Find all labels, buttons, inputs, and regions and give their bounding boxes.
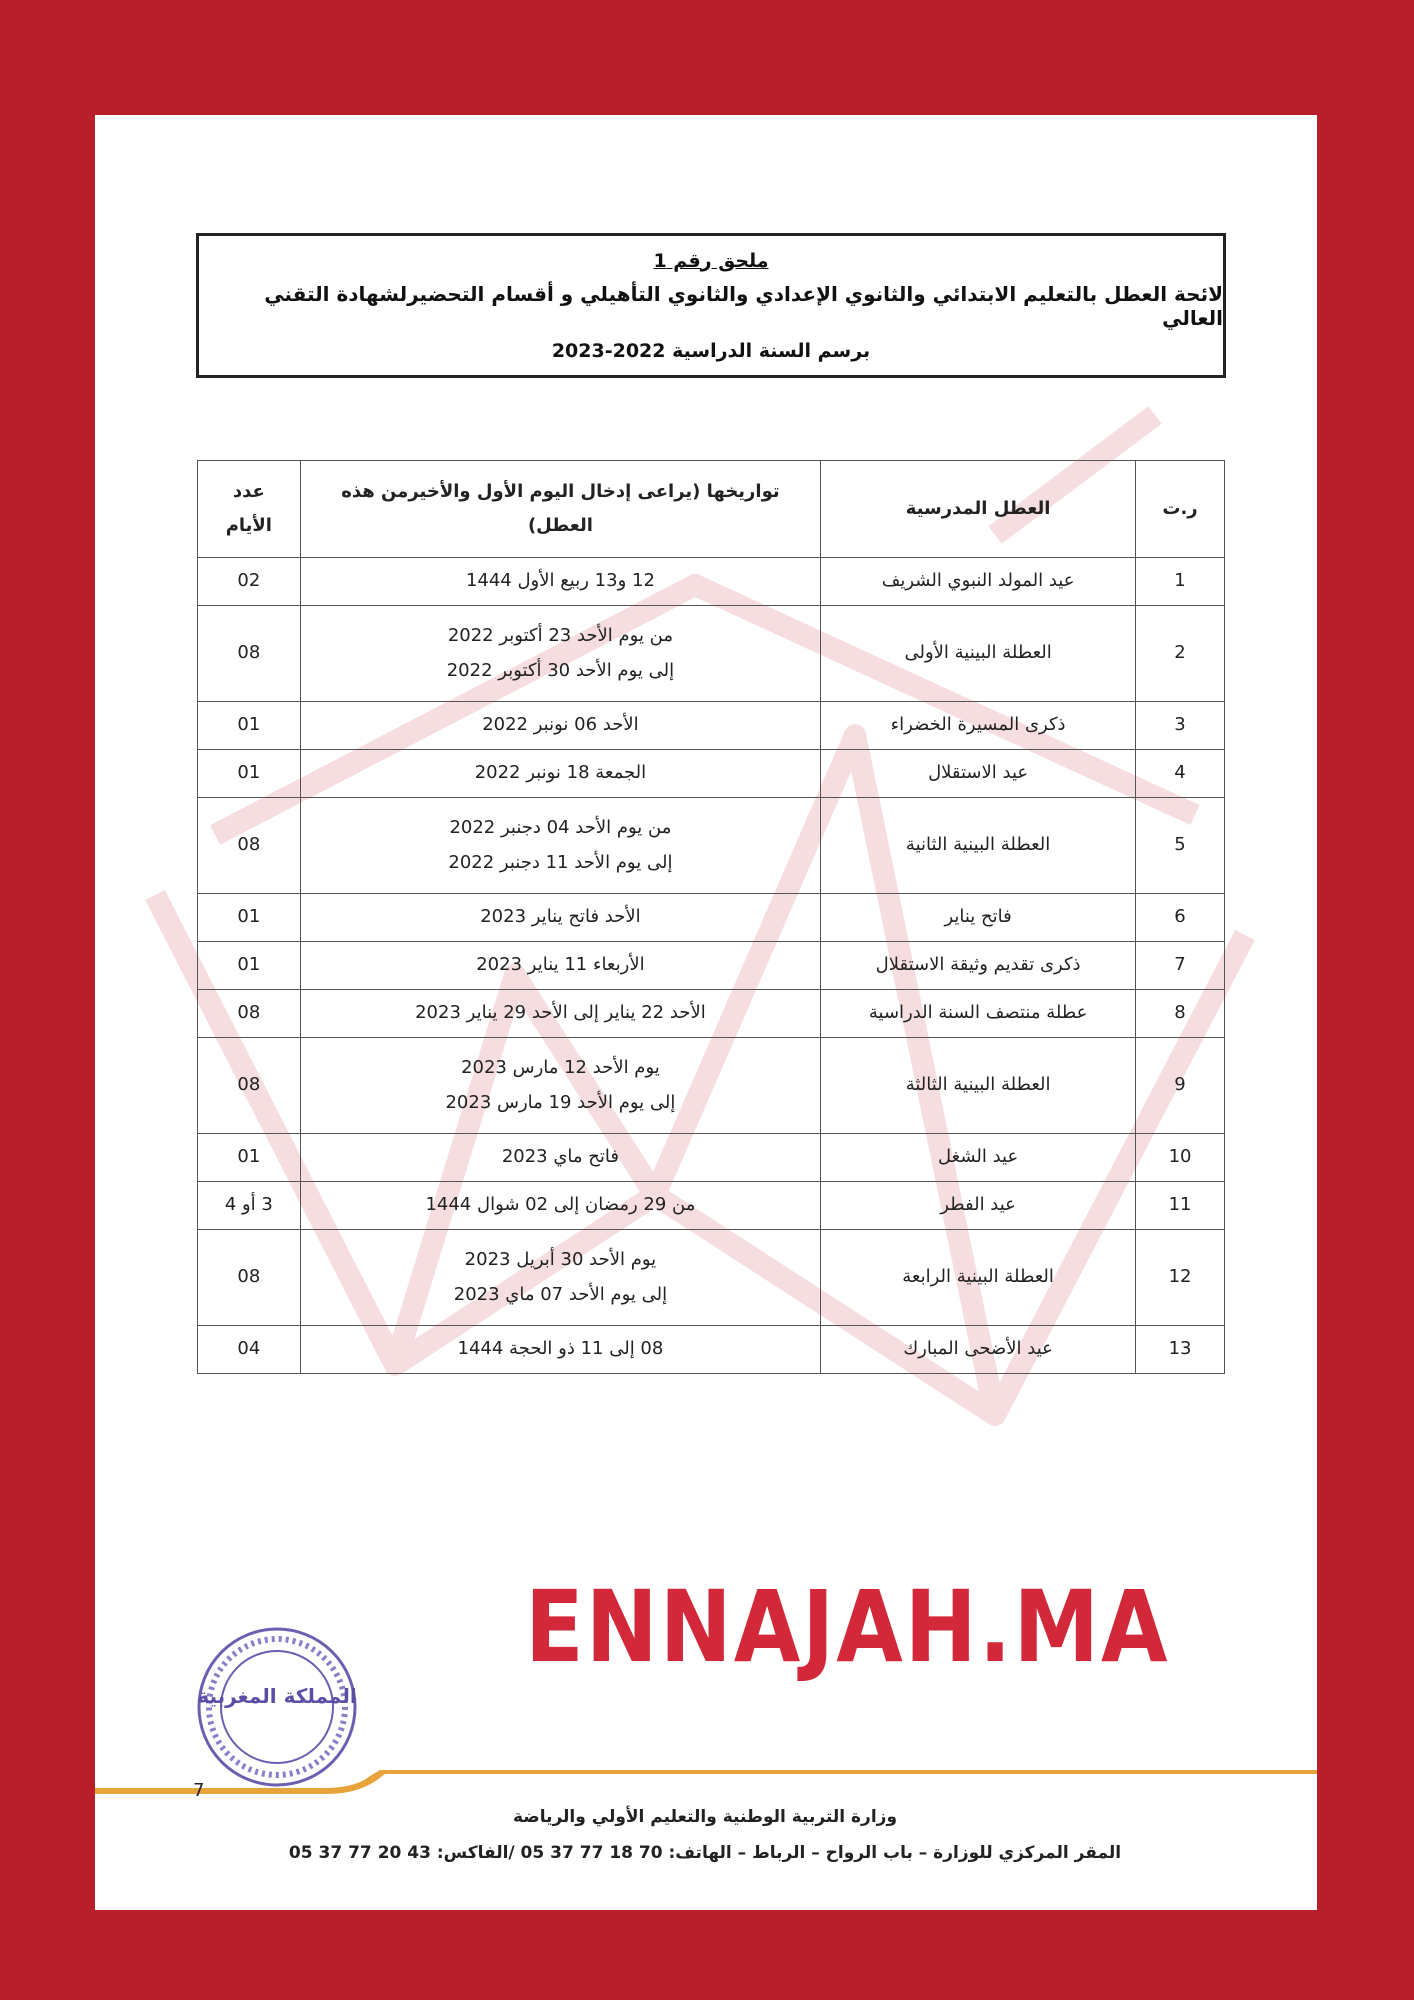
row-holiday-name: عيد الأضحى المبارك: [821, 1326, 1136, 1374]
date-line: إلى يوم الأحد 11 دجنبر 2022: [448, 851, 673, 873]
row-num: 9: [1136, 1038, 1225, 1134]
row-holiday-name: العطلة البينية الثانية: [821, 798, 1136, 894]
table-row: [198, 990, 1225, 1038]
row-num: 12: [1136, 1230, 1225, 1326]
row-days: 01: [198, 942, 301, 990]
date-line: من يوم الأحد 04 دجنبر 2022: [449, 817, 672, 839]
date-line: الأحد 06 نونبر 2022: [482, 714, 639, 736]
date-line: 12 و13 ربيع الأول 1444: [465, 570, 655, 592]
footer-ministry: وزارة التربية الوطنية والتعليم الأولي والرياضة: [512, 1807, 898, 1827]
row-days: 3 أو 4: [198, 1182, 301, 1230]
row-days: 08: [198, 606, 301, 702]
row-num: 5: [1136, 798, 1225, 894]
date-line: الأربعاء 11 يناير 2023: [476, 954, 645, 976]
date-line: من يوم الأحد 23 أكتوبر 2022: [447, 625, 674, 647]
table-row: [198, 894, 1225, 942]
header-num: ر.ت: [1136, 461, 1225, 558]
row-days: 01: [198, 702, 301, 750]
row-dates: [300, 750, 821, 798]
holidays-table: [197, 460, 1225, 1374]
row-holiday-name: عيد الفطر: [821, 1182, 1136, 1230]
row-dates: [300, 558, 821, 606]
row-num: 3: [1136, 702, 1225, 750]
date-line: إلى يوم الأحد 19 مارس 2023: [445, 1091, 676, 1113]
row-dates: [300, 1134, 821, 1182]
row-holiday-name: ذكرى المسيرة الخضراء: [821, 702, 1136, 750]
annex-label: ملحق رقم 1: [653, 249, 769, 272]
row-dates: [300, 1326, 821, 1374]
date-line: إلى يوم الأحد 07 ماي 2023: [453, 1283, 668, 1305]
row-holiday-name: العطلة البينية الثالثة: [821, 1038, 1136, 1134]
table-row: [198, 942, 1225, 990]
header-dates: تواريخها (يراعى إدخال اليوم الأول والأخيرمن هذه العطل): [300, 461, 821, 558]
row-holiday-name: عيد المولد النبوي الشريف: [821, 558, 1136, 606]
row-num: 10: [1136, 1134, 1225, 1182]
date-line: 08 إلى 11 ذو الحجة 1444: [457, 1338, 664, 1360]
row-num: 1: [1136, 558, 1225, 606]
row-days: 01: [198, 894, 301, 942]
row-days: 08: [198, 798, 301, 894]
row-holiday-name: فاتح يناير: [821, 894, 1136, 942]
row-days: 01: [198, 1134, 301, 1182]
header-days: عدد الأيام: [198, 461, 301, 558]
row-dates: [300, 942, 821, 990]
header-box: [196, 233, 1226, 378]
date-line: من 29 رمضان إلى 02 شوال 1444: [425, 1194, 696, 1216]
row-num: 2: [1136, 606, 1225, 702]
row-num: 8: [1136, 990, 1225, 1038]
row-dates: [300, 1038, 821, 1134]
row-days: 08: [198, 990, 301, 1038]
table-row: [198, 1134, 1225, 1182]
row-holiday-name: عيد الاستقلال: [821, 750, 1136, 798]
date-line: الأحد فاتح يناير 2023: [480, 906, 641, 928]
row-holiday-name: عيد الشغل: [821, 1134, 1136, 1182]
seal-text: المملكة المغربية: [197, 1684, 357, 1708]
row-dates: [300, 990, 821, 1038]
row-days: 02: [198, 558, 301, 606]
document-title: لائحة العطل بالتعليم الابتدائي والثانوي الإعدادي والثانوي التأهيلي و أقسام التحضيرلشهادة التقني العالي: [264, 281, 1223, 330]
table-row: [198, 558, 1225, 606]
row-num: 7: [1136, 942, 1225, 990]
header-name: العطل المدرسية: [821, 461, 1136, 558]
school-year: برسم السنة الدراسية 2022-2023: [551, 339, 871, 362]
table-row: [198, 750, 1225, 798]
row-num: 4: [1136, 750, 1225, 798]
table-row: [198, 798, 1225, 894]
date-line: إلى يوم الأحد 30 أكتوبر 2022: [446, 659, 675, 681]
row-days: 08: [198, 1230, 301, 1326]
row-days: 04: [198, 1326, 301, 1374]
brand-watermark: ENNAJAH.MA: [525, 1570, 1170, 1685]
row-num: 6: [1136, 894, 1225, 942]
date-line: يوم الأحد 30 أبريل 2023: [464, 1249, 657, 1271]
row-holiday-name: العطلة البينية الأولى: [821, 606, 1136, 702]
row-dates: [300, 798, 821, 894]
document-page: [95, 115, 1317, 1910]
table-row: [198, 1038, 1225, 1134]
table-row: [198, 702, 1225, 750]
date-line: فاتح ماي 2023: [501, 1146, 620, 1168]
row-days: 08: [198, 1038, 301, 1134]
page-number: 7: [193, 1780, 205, 1801]
table-row: [198, 606, 1225, 702]
row-holiday-name: العطلة البينية الرابعة: [821, 1230, 1136, 1326]
footer-address: المقر المركزي للوزارة – باب الرواح – الرباط – الهاتف: 70 18 77 37 05 /الفاكس: 43 20 77 37 05: [288, 1843, 1122, 1863]
row-dates: [300, 702, 821, 750]
row-dates: [300, 606, 821, 702]
date-line: الجمعة 18 نونبر 2022: [474, 762, 647, 784]
date-line: الأحد 22 يناير إلى الأحد 29 يناير 2023: [415, 1002, 706, 1024]
row-holiday-name: عطلة منتصف السنة الدراسية: [821, 990, 1136, 1038]
row-dates: [300, 1182, 821, 1230]
row-dates: [300, 1230, 821, 1326]
row-days: 01: [198, 750, 301, 798]
official-seal: [195, 1625, 360, 1790]
date-line: يوم الأحد 12 مارس 2023: [461, 1057, 660, 1079]
table-row: [198, 1230, 1225, 1326]
table-body: [198, 558, 1225, 1374]
table-row: [198, 1326, 1225, 1374]
row-num: 13: [1136, 1326, 1225, 1374]
row-holiday-name: ذكرى تقديم وثيقة الاستقلال: [821, 942, 1136, 990]
row-num: 11: [1136, 1182, 1225, 1230]
table-row: [198, 1182, 1225, 1230]
table-header-row: [198, 461, 1225, 558]
row-dates: [300, 894, 821, 942]
